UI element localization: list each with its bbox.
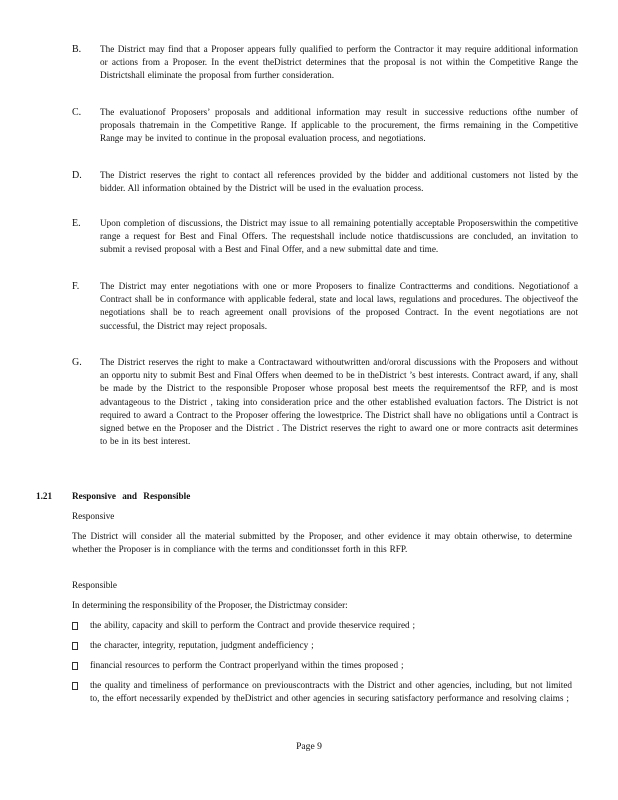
list-item-e bbox=[72, 217, 578, 257]
item-letter: E. bbox=[72, 218, 81, 229]
bullet-text: financial resources to perform the Contract properlyand within the times proposed ; bbox=[90, 660, 404, 670]
square-bullet-icon bbox=[72, 662, 78, 670]
item-text: The District reserves the right to contact all references provided by the bidder and additional customers not listed by the bidder. All information obtained by the District will be used in the evaluation process. bbox=[100, 170, 578, 194]
square-bullet-icon bbox=[72, 642, 78, 650]
bullet-item bbox=[72, 679, 572, 706]
list-item-b bbox=[72, 43, 578, 83]
section-title: Responsive and Responsible bbox=[72, 491, 191, 501]
item-letter: C. bbox=[72, 107, 82, 118]
item-text: The District may find that a Proposer appears fully qualified to perform the Contractor it may require additional information or actions from a Proposer. In the event theDistrict determines that the proposal is not within the Competitive Range the Districtshall eliminate the proposal from further consideration. bbox=[100, 44, 578, 81]
bullet-item bbox=[72, 619, 572, 632]
item-letter: F. bbox=[72, 281, 80, 292]
list-item-c bbox=[72, 106, 578, 146]
item-letter: B. bbox=[72, 44, 82, 55]
item-letter: D. bbox=[72, 170, 82, 181]
item-text: The District reserves the right to make a Contractaward withoutwritten and/ororal discussions with the Proposers and without an opportu nity to submit Best and Final Offers when deemed to be in theDistrict ’s best interests. Contract award, if any, shall be made by the District to the responsible Proposer whose proposal best meets the requirementsof the RFP, and is most advantageous to the District , taking into consideration price and the other established evaluation factors. The District is not required to award a Contract to the Proposer offering the lowestprice. The District shall have no obligations until a Contract is signed betwe en the Proposer and the District . The District reserves the right to award one or more contracts asit determines to be in its best interest. bbox=[100, 357, 578, 447]
bullet-text: the ability, capacity and skill to perform the Contract and provide theservice required ; bbox=[90, 620, 416, 630]
list-item-g bbox=[72, 356, 578, 448]
page-number: Page 9 bbox=[296, 741, 322, 752]
section-number: 1.21 bbox=[36, 491, 53, 501]
responsive-heading: Responsive bbox=[72, 511, 115, 521]
bullet-text: the character, integrity, reputation, judgment andefficiency ; bbox=[90, 640, 314, 650]
bullet-text: the quality and timeliness of performance on previouscontracts with the District and other agencies, including, but not limited to, the effort necessarily expended by theDistrict and other agencies in securing satisfactory performance and resolving claims ; bbox=[90, 680, 572, 704]
item-text: The District may enter negotiations with one or more Proposers to finalize Contractterms and conditions. Negotiationof a Contract shall be in conformance with applicable federal, state and local laws, regulations and procedures. The objectiveof the negotiations shall be to reach agreement onall provisions of the proposed Contract. In the event negotiations are not successful, the District may reject proposals. bbox=[100, 281, 578, 331]
bullet-item bbox=[72, 659, 572, 672]
item-letter: G. bbox=[72, 357, 82, 368]
item-text: Upon completion of discussions, the District may issue to all remaining potentially acceptable Proposerswithin the competitive range a request for Best and Final Offers. The requestshall include notice thatdiscussions are concluded, an invitation to submit a revised proposal with a Best and Final Offer, and a new submittal date and time. bbox=[100, 218, 578, 255]
responsible-heading: Responsible bbox=[72, 580, 117, 590]
item-text: The evaluationof Proposers’ proposals and additional information may result in successive reductions ofthe number of proposals thatremain in the Competitive Range. If applicable to the procurement, the firms remaining in the Competitive Range may be invited to continue in the proposal evaluation process, and negotiations. bbox=[100, 107, 578, 144]
square-bullet-icon bbox=[72, 682, 78, 690]
list-item-d bbox=[72, 169, 578, 195]
bullet-item bbox=[72, 639, 572, 652]
square-bullet-icon bbox=[72, 622, 78, 630]
responsive-paragraph: The District will consider all the material submitted by the Proposer, and other evidence it may obtain otherwise, to determine whether the Proposer is in compliance with the terms and conditionsset forth in this RFP. bbox=[72, 531, 572, 555]
list-item-f bbox=[72, 280, 578, 333]
responsible-intro: In determining the responsibility of the Proposer, the Districtmay consider: bbox=[72, 600, 348, 610]
